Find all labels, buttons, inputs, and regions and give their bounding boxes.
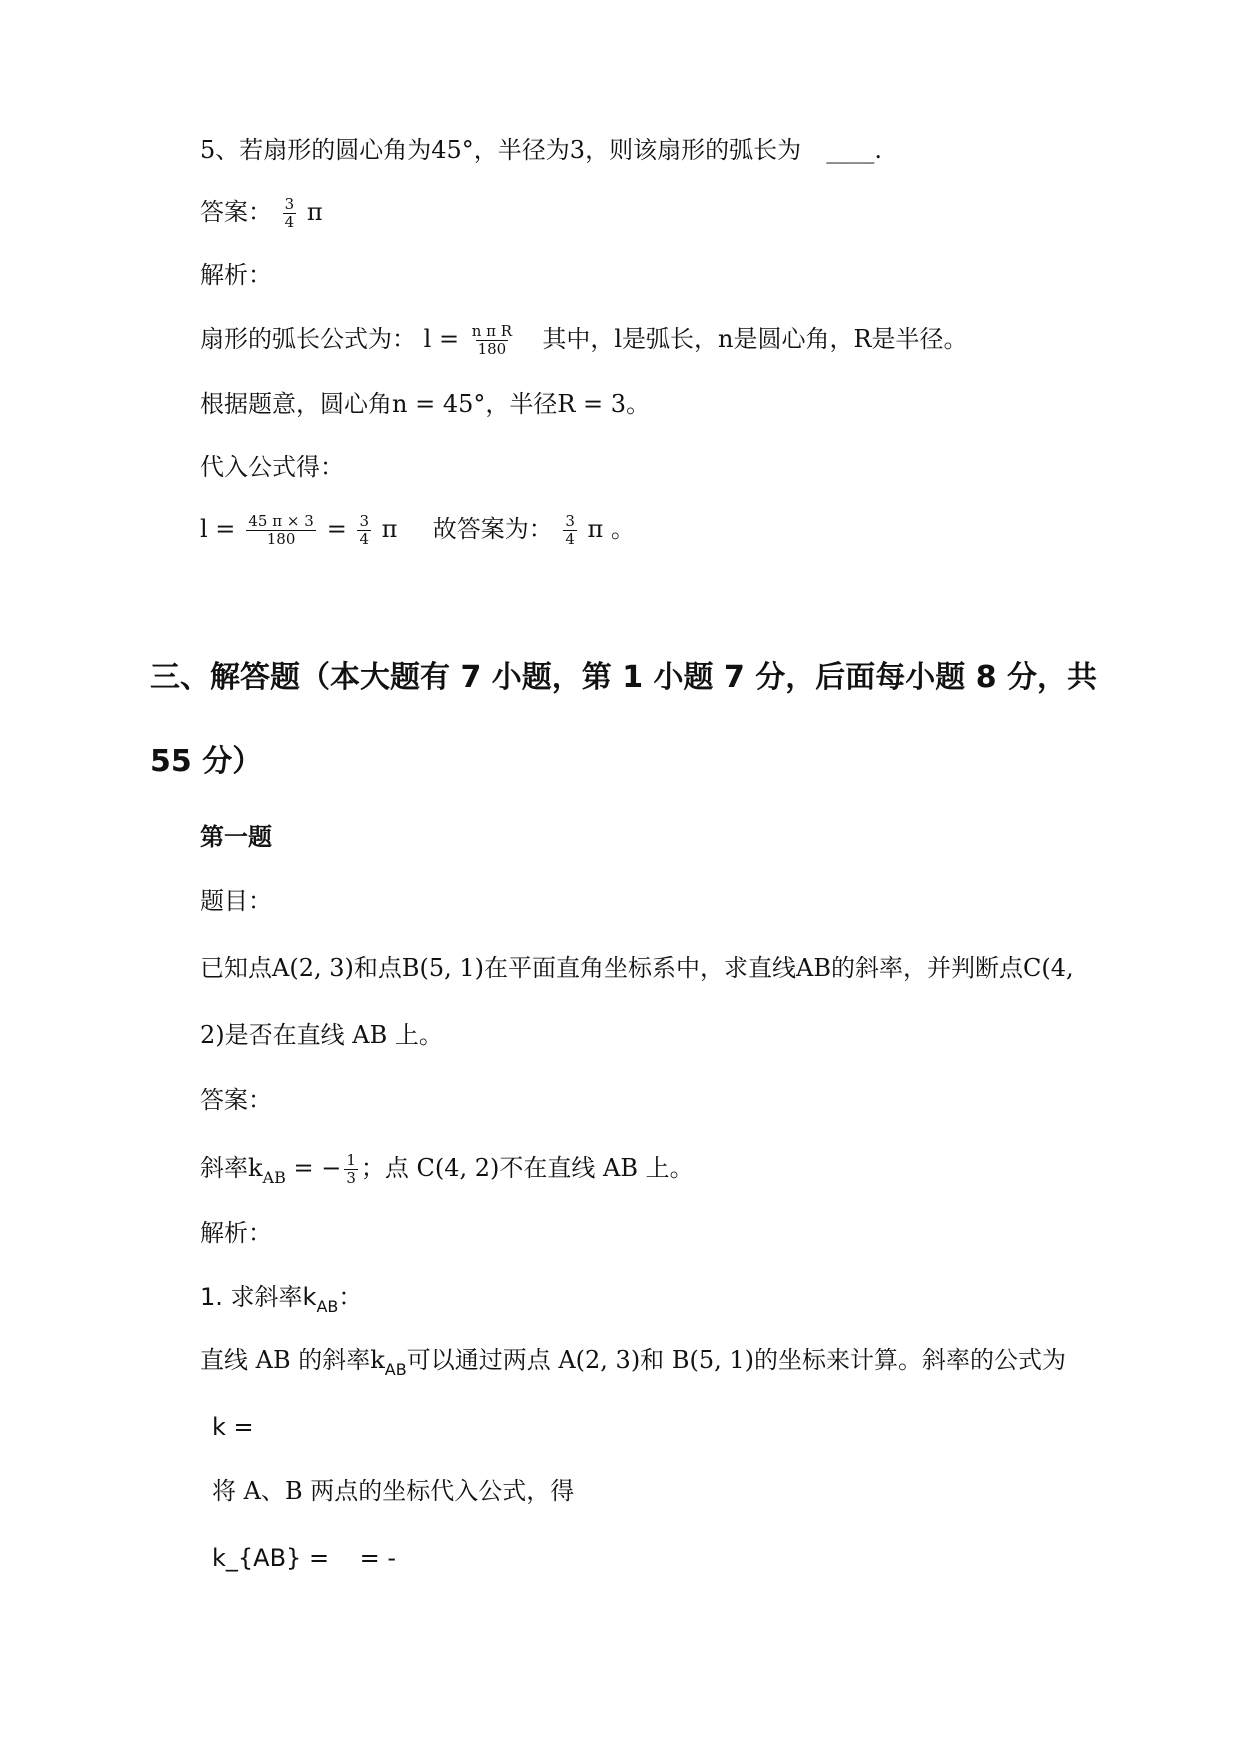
- fraction-denominator: 4: [284, 213, 295, 231]
- fraction-numerator: 3: [565, 512, 575, 530]
- formula-note: 其中，l是弧长，n是圆心角，R是半径。: [542, 325, 968, 353]
- section-heading-line1: 三、解答题（本大题有 7 小题，第 1 小题 7 分，后面每小题 8 分，共: [150, 660, 1098, 695]
- final-text: 故答案为：: [432, 515, 553, 543]
- problem-question-line2: 2)是否在直线 AB 上。: [200, 1021, 443, 1049]
- answer-equals: = −: [285, 1154, 342, 1182]
- answer-fraction: [283, 196, 297, 231]
- answer-prefix: 斜率k: [200, 1154, 263, 1182]
- problem-title: 第一题: [200, 823, 272, 851]
- kab-line: k_{AB} = = -: [212, 1544, 396, 1572]
- calc-fraction: [246, 513, 316, 548]
- step1-tail: ：: [338, 1283, 363, 1311]
- fraction-denominator: 180: [477, 340, 507, 358]
- subscript-ab: AB: [316, 1297, 339, 1316]
- problem-question-label: 题目：: [200, 887, 272, 915]
- slope-fraction: [344, 1152, 358, 1187]
- q5-question-text: 5、若扇形的圆心角为45°，半径为3，则该扇形的弧长为: [200, 136, 802, 164]
- calc-lhs: l =: [200, 515, 236, 543]
- q5-question: [200, 133, 882, 167]
- q5-blank: ____.: [826, 136, 882, 164]
- k-formula: k =: [212, 1413, 254, 1441]
- fraction-denominator: 4: [565, 530, 575, 548]
- q5-formula: [200, 322, 968, 358]
- q5-analysis-label: 解析：: [200, 261, 272, 289]
- fraction-denominator: 4: [359, 530, 369, 548]
- problem-analysis-label: 解析：: [200, 1219, 272, 1247]
- subscript-ab: AB: [384, 1360, 407, 1379]
- q5-substitute: 代入公式得：: [200, 453, 344, 481]
- step1-description: [200, 1343, 1066, 1387]
- fraction-numerator: 3: [359, 512, 369, 530]
- calc-equals: =: [326, 515, 347, 543]
- fraction-numerator: 3: [284, 195, 295, 213]
- fraction-numerator: 1: [346, 1151, 356, 1169]
- formula-lead: 扇形的弧长公式为：: [200, 325, 416, 353]
- fraction-numerator: n π R: [471, 322, 513, 340]
- formula-lhs: l =: [423, 325, 460, 353]
- subscript-ab: AB: [262, 1168, 286, 1187]
- problem-question-line1: 已知点A(2, 3)和点B(5, 1)在平面直角坐标系中，求直线AB的斜率，并判断点C(4,: [200, 954, 1074, 982]
- step1-heading: [200, 1280, 362, 1324]
- final-tail: π 。: [587, 515, 635, 543]
- problem-answer-label: 答案：: [200, 1086, 272, 1114]
- formula-fraction: [470, 323, 514, 358]
- step1-desc-prefix: 直线 AB 的斜率k: [200, 1346, 385, 1374]
- q5-calculation: [200, 512, 635, 548]
- step1-desc-tail: 可以通过两点 A(2, 3)和 B(5, 1)的坐标来计算。斜率的公式为: [406, 1346, 1066, 1374]
- pi-symbol: π: [381, 515, 398, 543]
- pi-symbol: π: [306, 198, 323, 226]
- fraction-denominator: 180: [246, 530, 316, 548]
- substitute-line: 将 A、B 两点的坐标代入公式，得: [212, 1477, 575, 1505]
- problem-answer: [200, 1151, 694, 1195]
- q5-answer: [200, 195, 323, 231]
- calc-result-fraction: [357, 513, 371, 548]
- answer-tail: ；点 C(4, 2)不在直线 AB 上。: [360, 1154, 694, 1182]
- fraction-numerator: 45 π × 3: [248, 512, 314, 530]
- q5-given: 根据题意，圆心角n = 45°，半径R = 3。: [200, 390, 651, 418]
- fraction-denominator: 3: [346, 1169, 356, 1187]
- step1-prefix: 1. 求斜率k: [200, 1283, 317, 1311]
- answer-label: 答案：: [200, 198, 272, 226]
- section-heading-line2: 55 分）: [150, 744, 263, 779]
- final-fraction: [563, 513, 577, 548]
